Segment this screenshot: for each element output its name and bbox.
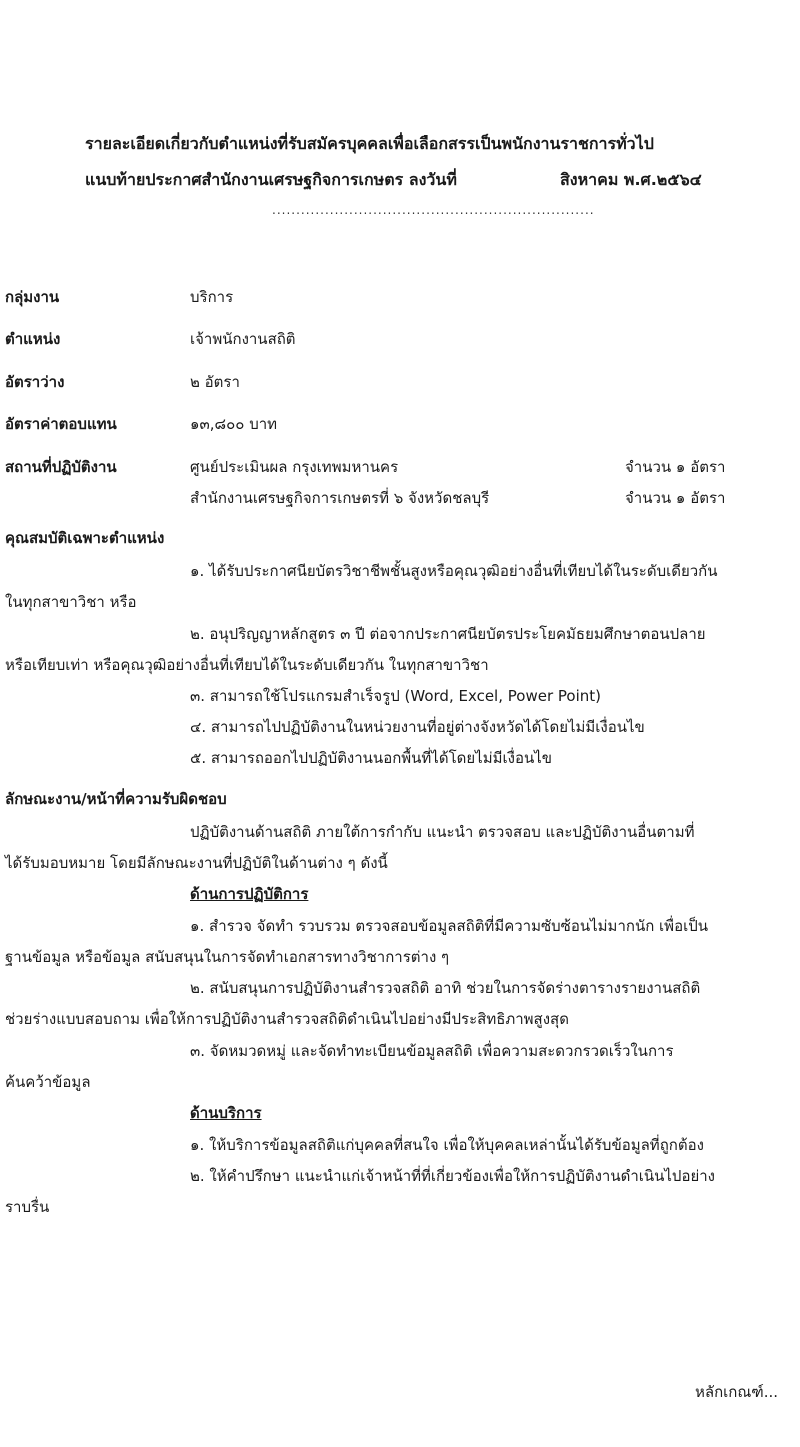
vacancy-label: อัตราว่าง — [5, 373, 65, 391]
services-item-cont: ราบรื่น — [5, 1198, 50, 1216]
qualification-item-cont: ในทุกสาขาวิชา หรือ — [5, 593, 137, 611]
group-value: บริการ — [190, 288, 234, 306]
operations-item-cont: ฐานข้อมูล หรือข้อมูล สนับสนุนในการจัดทำเอกสารทางวิชาการต่าง ๆ — [5, 948, 450, 966]
qualifications-heading: คุณสมบัติเฉพาะตำแหน่ง — [5, 529, 165, 547]
qualification-item: ๕. สามารถออกไปปฏิบัติงานนอกพื้นที่ได้โดยไม่มีเงื่อนไข — [190, 749, 553, 767]
operations-heading: ด้านการปฏิบัติการ — [190, 885, 309, 903]
workplace-name: ศูนย์ประเมินผล กรุงเทพมหานคร — [190, 458, 399, 476]
services-heading: ด้านบริการ — [190, 1104, 262, 1122]
duties-heading: ลักษณะงาน/หน้าที่ความรับผิดชอบ — [5, 790, 227, 808]
salary-label: อัตราค่าตอบแทน — [5, 415, 117, 433]
qualification-item-cont: หรือเทียบเท่า หรือคุณวุฒิอย่างอื่นที่เทียบได้ในระดับเดียวกัน ในทุกสาขาวิชา — [5, 656, 489, 674]
title-date: สิงหาคม พ.ศ.๒๕๖๔ — [560, 170, 702, 189]
operations-item: ๒. สนับสนุนการปฏิบัติงานสำรวจสถิติ อาทิ ช่วยในการจัดร่างตารางรายงานสถิติ — [190, 979, 701, 997]
services-item: ๑. ให้บริการข้อมูลสถิติแก่บุคคลที่สนใจ เพื่อให้บุคคลเหล่านั้นได้รับข้อมูลที่ถูกต้อง — [190, 1136, 704, 1154]
title-line-2: แนบท้ายประกาศสำนักงานเศรษฐกิจการเกษตร ลงวันที่ — [85, 170, 457, 189]
duties-intro: ปฏิบัติงานด้านสถิติ ภายใต้การกำกับ แนะนำ ตรวจสอบ และปฏิบัติงานอื่นตามที่ — [190, 823, 695, 841]
operations-item: ๑. สำรวจ จัดทำ รวบรวม ตรวจสอบข้อมูลสถิติที่มีความซับซ้อนไม่มากนัก เพื่อเป็น — [190, 917, 708, 935]
operations-item: ๓. จัดหมวดหมู่ และจัดทำทะเบียนข้อมูลสถิติ เพื่อความสะดวกรวดเร็วในการ — [190, 1042, 674, 1060]
vacancy-value: ๒ อัตรา — [190, 373, 240, 391]
position-value: เจ้าพนักงานสถิติ — [190, 330, 296, 348]
duties-intro-cont: ได้รับมอบหมาย โดยมีลักษณะงานที่ปฏิบัติในด้านต่าง ๆ ดังนี้ — [5, 854, 388, 872]
operations-item-cont: ค้นคว้าข้อมูล — [5, 1073, 91, 1091]
operations-item-cont: ช่วยร่างแบบสอบถาม เพื่อให้การปฏิบัติงานสำรวจสถิติดำเนินไปอย่างมีประสิทธิภาพสูงสุด — [5, 1010, 569, 1028]
qualification-item: ๑. ได้รับประกาศนียบัตรวิชาชีพชั้นสูงหรือคุณวุฒิอย่างอื่นที่เทียบได้ในระดับเดียวกัน — [190, 562, 718, 580]
salary-value: ๑๓,๘๐๐ บาท — [190, 415, 278, 433]
workplace-count: จำนวน ๑ อัตรา — [625, 458, 726, 476]
workplace-count: จำนวน ๑ อัตรา — [625, 489, 726, 507]
group-label: กลุ่มงาน — [5, 288, 60, 306]
position-label: ตำแหน่ง — [5, 330, 61, 348]
title-line-1: รายละเอียดเกี่ยวกับตำแหน่งที่รับสมัครบุคคลเพื่อเลือกสรรเป็นพนักงานราชการทั่วไป — [85, 134, 654, 153]
qualification-item: ๔. สามารถไปปฏิบัติงานในหน่วยงานที่อยู่ต่างจังหวัดได้โดยไม่มีเงื่อนไข — [190, 718, 645, 736]
workplace-name: สำนักงานเศรษฐกิจการเกษตรที่ ๖ จังหวัดชลบุรี — [190, 489, 490, 507]
qualification-item: ๒. อนุปริญญาหลักสูตร ๓ ปี ต่อจากประกาศนียบัตรประโยคมัธยมศึกษาตอนปลาย — [190, 625, 706, 643]
continuation-note: หลักเกณฑ์... — [695, 1383, 779, 1401]
qualification-item: ๓. สามารถใช้โปรแกรมสำเร็จรูป (Word, Excel, Power Point) — [190, 687, 601, 705]
services-item: ๒. ให้คำปรึกษา แนะนำแก่เจ้าหน้าที่ที่เกี่ยวข้องเพื่อให้การปฏิบัติงานดำเนินไปอย่าง — [190, 1167, 715, 1185]
title-divider: ................................................................... — [272, 203, 595, 217]
workplace-label: สถานที่ปฏิบัติงาน — [5, 458, 117, 476]
